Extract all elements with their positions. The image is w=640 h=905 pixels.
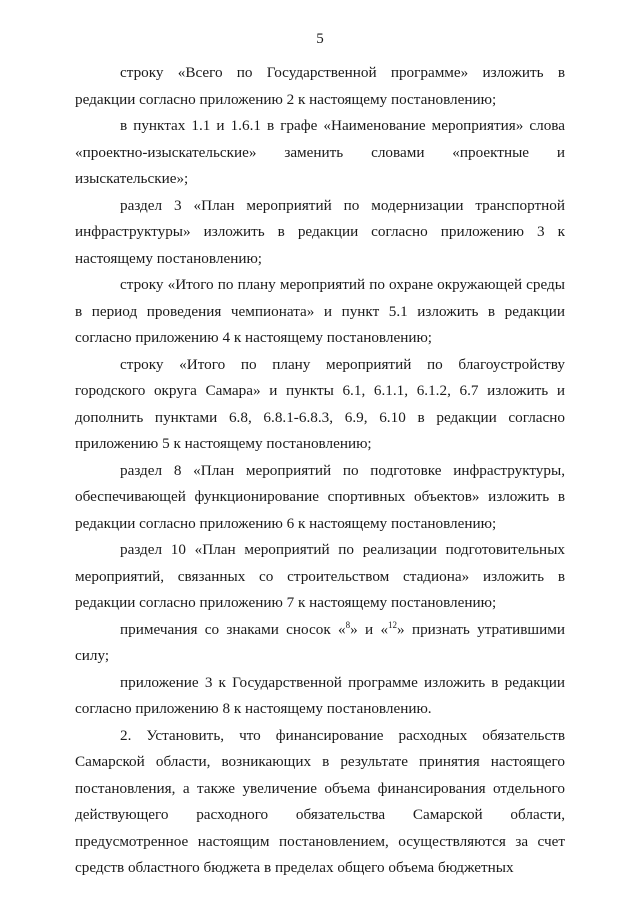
page-number: 5 xyxy=(316,31,324,47)
paragraph: раздел 10 «План мероприятий по реализации подготовительных мероприятий, связанных со строительством стадиона» изложить в редакции согласно приложению 7 к настоящему постановлению; xyxy=(75,541,565,611)
paragraph-text-part: примечания со знаками сносок « xyxy=(120,620,346,638)
paragraph: строку «Итого по плану мероприятий по охране окружающей среды в период проведения чемпионата» и пункт 5.1 изложить в редакции согласно приложению 4 к настоящему постановлению; xyxy=(75,276,565,346)
paragraph: 2. Установить, что финансирование расходных обязательств Самарской области, возникающих в результате принятия настоящего постановления, а также увеличение объема финансирования отдельного действующего расходного обязательства Самарской области, предусмотренное настоящим постановлением, осуществляются за счет средств областного бюджета в пределах общего объема бюджетных xyxy=(75,726,565,876)
paragraph: приложение 3 к Государственной программе изложить в редакции согласно приложению 8 к настоящему постановлению. xyxy=(75,673,565,717)
paragraph-footnote-marks xyxy=(75,617,565,670)
paragraph-text-part: » и « xyxy=(350,620,389,638)
document-body xyxy=(75,60,565,882)
footnote-mark: 12 xyxy=(388,619,398,630)
footnote-mark: 8 xyxy=(345,619,351,630)
paragraph: раздел 3 «План мероприятий по модернизации транспортной инфраструктуры» изложить в редакции согласно приложению 3 к настоящему постановлению; xyxy=(75,196,565,267)
paragraph: строку «Итого по плану мероприятий по благоустройству городского округа Самара» и пункты 6.1, 6.1.1, 6.1.2, 6.7 изложить и дополнить пунктами 6.8, 6.8.1-6.8.3, 6.9, 6.10 в редакции согласно приложению 5 к настоящему постановлению; xyxy=(75,355,565,452)
paragraph: раздел 8 «План мероприятий по подготовке инфраструктуры, обеспечивающей функционирование спортивных объектов» изложить в редакции согласно приложению 6 к настоящему постановлению; xyxy=(75,461,565,532)
paragraph: в пунктах 1.1 и 1.6.1 в графе «Наименование мероприятия» слова «проектно-изыскательские» заменить словами «проектные и изыскательские»; xyxy=(75,117,565,187)
paragraph-text-part: » признать утратившими силу; xyxy=(75,620,565,664)
paragraph: строку «Всего по Государственной программе» изложить в редакции согласно приложению 2 к настоящему постановлению; xyxy=(75,64,565,108)
